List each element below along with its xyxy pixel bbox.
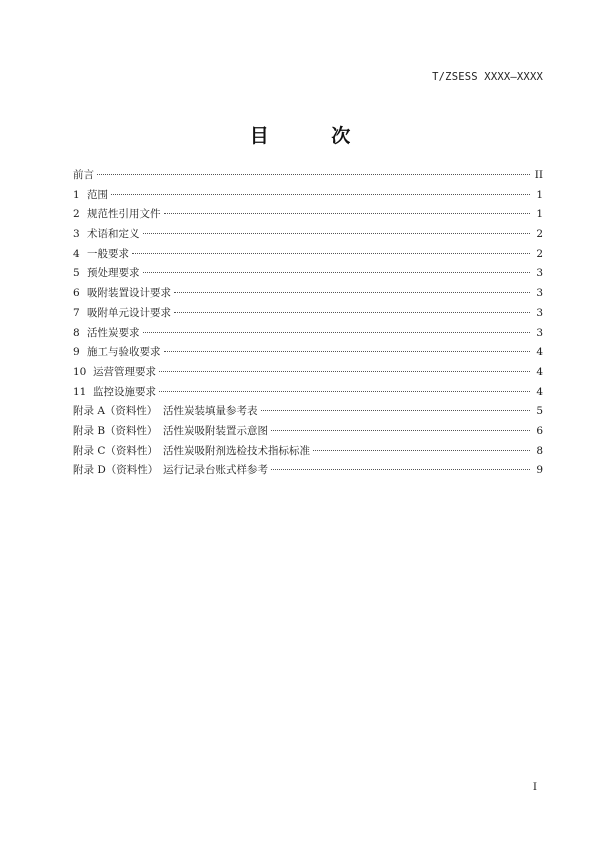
toc-entry-page: 6 xyxy=(536,424,543,437)
toc-entry-page: 1 xyxy=(536,188,543,201)
toc-entry-label: 活性炭装填量参考表 xyxy=(163,405,258,418)
toc-entry-page: 3 xyxy=(536,267,543,280)
toc-entry-page: 4 xyxy=(536,385,543,398)
toc-entry-number: 2 xyxy=(73,208,80,221)
toc-entry-section-5[interactable] xyxy=(73,264,543,284)
toc-entry-number: 4 xyxy=(73,247,80,260)
table-of-contents xyxy=(73,166,543,481)
toc-entry-page: 3 xyxy=(536,287,543,300)
toc-entry-page: II xyxy=(534,169,543,181)
toc-entry-label: 运行记录台账式样参考 xyxy=(163,464,268,477)
toc-entry-page: 3 xyxy=(536,306,543,319)
toc-entry-number: 附录 C（资料性） xyxy=(73,444,158,457)
toc-entry-foreword[interactable] xyxy=(73,166,543,186)
toc-entry-label: 运营管理要求 xyxy=(93,365,156,378)
toc-entry-annex-d[interactable] xyxy=(73,461,543,481)
toc-leader-dots xyxy=(164,213,531,214)
toc-entry-number: 6 xyxy=(73,287,80,300)
toc-entry-label: 施工与验收要求 xyxy=(87,346,161,359)
toc-entry-label: 吸附装置设计要求 xyxy=(87,287,171,300)
toc-entry-number: 附录 B（资料性） xyxy=(73,424,158,437)
toc-entry-number: 11 xyxy=(73,385,87,398)
toc-entry-label: 活性炭要求 xyxy=(87,326,140,339)
toc-entry-page: 4 xyxy=(536,365,543,378)
toc-entry-annex-b[interactable] xyxy=(73,422,543,442)
toc-entry-section-10[interactable] xyxy=(73,363,543,383)
toc-entry-annex-c[interactable] xyxy=(73,442,543,462)
toc-leader-dots xyxy=(174,292,530,293)
toc-entry-page: 2 xyxy=(536,228,543,241)
toc-entry-number: 9 xyxy=(73,346,80,359)
toc-leader-dots xyxy=(97,174,530,175)
toc-entry-label: 活性炭吸附装置示意图 xyxy=(163,424,268,437)
toc-entry-section-7[interactable] xyxy=(73,304,543,324)
toc-leader-dots xyxy=(159,371,530,372)
toc-entry-label: 吸附单元设计要求 xyxy=(87,306,171,319)
toc-entry-annex-a[interactable] xyxy=(73,402,543,422)
toc-entry-number: 8 xyxy=(73,326,80,339)
toc-entry-label: 一般要求 xyxy=(87,247,129,260)
toc-entry-section-2[interactable] xyxy=(73,205,543,225)
toc-entry-number: 1 xyxy=(73,188,80,201)
toc-entry-page: 9 xyxy=(536,464,543,477)
toc-entry-section-9[interactable] xyxy=(73,343,543,363)
toc-entry-section-1[interactable] xyxy=(73,186,543,206)
toc-entry-number: 10 xyxy=(73,365,87,378)
toc-leader-dots xyxy=(164,351,531,352)
toc-leader-dots xyxy=(111,194,530,195)
toc-leader-dots xyxy=(271,469,530,470)
toc-entry-section-4[interactable] xyxy=(73,245,543,265)
toc-entry-number: 7 xyxy=(73,306,80,319)
toc-leader-dots xyxy=(271,430,530,431)
toc-entry-section-8[interactable] xyxy=(73,324,543,344)
toc-entry-label: 术语和定义 xyxy=(87,228,140,241)
toc-entry-number: 附录 A（资料性） xyxy=(73,405,158,418)
toc-leader-dots xyxy=(261,410,531,411)
toc-leader-dots xyxy=(174,312,530,313)
toc-entry-section-6[interactable] xyxy=(73,284,543,304)
toc-entry-label: 范围 xyxy=(87,188,108,201)
toc-entry-section-3[interactable] xyxy=(73,225,543,245)
toc-entry-label: 预处理要求 xyxy=(87,267,140,280)
toc-leader-dots xyxy=(159,391,530,392)
toc-entry-number: 5 xyxy=(73,267,80,280)
toc-entry-label: 规范性引用文件 xyxy=(87,208,161,221)
page-number: I xyxy=(532,781,537,793)
toc-entry-section-11[interactable] xyxy=(73,383,543,403)
toc-entry-page: 8 xyxy=(536,444,543,457)
toc-leader-dots xyxy=(143,272,531,273)
toc-entry-page: 5 xyxy=(536,405,543,418)
toc-entry-label: 监控设施要求 xyxy=(93,385,156,398)
toc-leader-dots xyxy=(313,450,530,451)
toc-entry-page: 1 xyxy=(536,208,543,221)
toc-entry-number: 附录 D（资料性） xyxy=(73,464,159,477)
toc-entry-number: 3 xyxy=(73,228,80,241)
toc-entry-label: 活性炭吸附剂选检技术指标标准 xyxy=(163,444,310,457)
toc-leader-dots xyxy=(143,332,531,333)
toc-entry-label: 前言 xyxy=(73,169,94,181)
toc-entry-page: 3 xyxy=(536,326,543,339)
toc-entry-page: 2 xyxy=(536,247,543,260)
page-title: 目 次 xyxy=(249,125,379,147)
toc-leader-dots xyxy=(132,253,530,254)
toc-leader-dots xyxy=(143,233,531,234)
toc-entry-page: 4 xyxy=(536,346,543,359)
standard-code: T/ZSESS XXXX—XXXX xyxy=(432,71,543,83)
